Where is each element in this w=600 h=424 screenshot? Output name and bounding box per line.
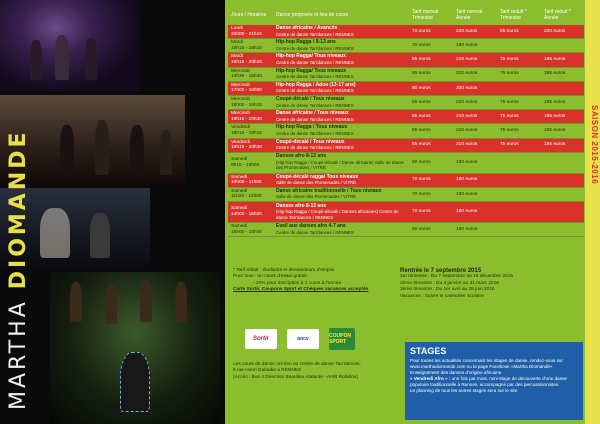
- cell-t3: [497, 110, 541, 123]
- cell-day: [228, 53, 273, 66]
- cell-day: [228, 39, 273, 52]
- pricing-notes: [233, 268, 373, 294]
- cell-t4: [541, 139, 584, 152]
- cell-t3: [497, 82, 541, 95]
- cell-t3: [497, 124, 541, 137]
- cell-dance-text: Danses afro 8-12 ans: [276, 202, 327, 209]
- cell-t1: [409, 139, 453, 152]
- cell-dance-text: Centre de danse Tan'dances / RENNES: [276, 130, 354, 136]
- cell-t3-text: 75 euros: [500, 57, 519, 63]
- trimester-3: 3ème trimestre : Du 1er avril au 25 juin 2016: [400, 287, 495, 293]
- cell-day: [228, 124, 273, 137]
- cell-day-text: 18h15 - 19h15: [231, 130, 262, 136]
- cell-t4: [541, 82, 584, 95]
- cell-t2: [453, 139, 497, 152]
- cell-dance-text: Hip-hop Ragga / Ados (13-17 ans): [276, 81, 356, 88]
- cell-dance-text: Centre de danse Tan'dances / RENNES: [276, 116, 354, 122]
- cell-t4: [541, 96, 584, 109]
- cell-day-text: Vendredi: [231, 139, 250, 145]
- header-t2: Tarif normal Année: [456, 9, 483, 21]
- cell-t1: [409, 153, 453, 173]
- cell-day: [228, 223, 273, 236]
- cell-day: [228, 139, 273, 152]
- cell-t1: [409, 25, 453, 38]
- cell-dance: [273, 223, 409, 236]
- cell-dance: [273, 53, 409, 66]
- cell-day-text: 14h30 - 15h30: [231, 74, 262, 80]
- table-row: [228, 188, 584, 202]
- header-t1: Tarif normal Trimestre: [412, 9, 439, 21]
- cell-t2: [453, 96, 497, 109]
- cell-dance-text: Centre de danse Tan'dances / RENNES: [276, 45, 354, 51]
- table-body: [228, 25, 584, 237]
- cell-dance: [273, 110, 409, 123]
- cell-day: [228, 68, 273, 81]
- header-day: Jours / Horaires: [231, 12, 267, 18]
- table-row: [228, 82, 584, 96]
- cell-t1-text: 85 euros: [412, 71, 431, 77]
- cell-day-text: Mercredi: [231, 68, 250, 74]
- cell-t3-text: 75 euros: [500, 71, 519, 77]
- cell-t2: [453, 188, 497, 201]
- cell-day-text: 18h15 - 19h15: [231, 45, 262, 51]
- cell-t4: [541, 110, 584, 123]
- table-row: [228, 223, 584, 237]
- cell-t2-text: 180 euros: [456, 191, 478, 197]
- table-row: [228, 124, 584, 138]
- cell-day-text: Mardi: [231, 40, 243, 46]
- cell-t2-text: 210 euros: [456, 71, 478, 77]
- partner-logos: [245, 328, 355, 350]
- cell-t3-text: 75 euros: [500, 99, 519, 105]
- schedule-table: [228, 5, 584, 237]
- cell-t2: [453, 153, 497, 173]
- stages-title: STAGES: [410, 346, 447, 356]
- cell-t1: [409, 39, 453, 52]
- cell-t2-text: 210 euros: [456, 99, 478, 105]
- school-calendar: [400, 268, 580, 300]
- table-header: [228, 5, 584, 25]
- cell-dance: [273, 68, 409, 81]
- cell-t2-text: 210 euros: [456, 128, 478, 134]
- cell-t3-text: 75 euros: [500, 142, 519, 148]
- cell-t4: [541, 153, 584, 173]
- season-label: SAISON 2015-2016: [590, 105, 599, 185]
- cell-t3: [497, 139, 541, 152]
- season-strip: [585, 0, 600, 424]
- cell-t2: [453, 174, 497, 187]
- cell-t2: [453, 124, 497, 137]
- cell-dance-text: Centre de danse Tan'dances / RENNES: [276, 59, 354, 65]
- table-row: [228, 139, 584, 153]
- cell-t1-text: 85 euros: [412, 99, 431, 105]
- cell-day: [228, 110, 273, 123]
- cell-t4-text: 195 euros: [544, 57, 566, 63]
- cell-t1: [409, 68, 453, 81]
- cell-day-text: 19h15 - 20h15: [231, 59, 262, 65]
- cell-t1-text: 85 euros: [412, 128, 431, 134]
- cell-t1: [409, 202, 453, 222]
- cell-t3-text: 65 euros: [500, 28, 519, 34]
- cell-dance-text: Centre de danse Tan'dances / RENNES: [276, 74, 354, 80]
- cell-t4: [541, 25, 584, 38]
- cell-dance-text: Centre de danse Tan'dances / RENNES: [276, 31, 354, 37]
- cell-t4: [541, 53, 584, 66]
- address-line-1: Les cours de danse ont lieu au centre de danse Tan'dances,: [233, 362, 361, 367]
- cell-dance-text: Salle de danse des Promenades / VITRÉ: [276, 194, 357, 200]
- header-t4: Tarif réduit * Année: [544, 9, 571, 21]
- cell-t3-text: 75 euros: [500, 128, 519, 134]
- cell-t4: [541, 124, 584, 137]
- note-trial: Pour tous : un cours d'essai gratuit: [233, 274, 307, 280]
- cell-day-text: 14h00 - 15h00: [231, 212, 262, 218]
- cell-day-text: Mercredi: [231, 82, 250, 88]
- cell-t1-text: 70 euros: [412, 42, 431, 48]
- cell-t2-text: 160 euros: [456, 226, 478, 232]
- cell-t1: [409, 96, 453, 109]
- cell-dance: [273, 153, 409, 173]
- trimester-2: 2ème trimestre : Du 4 janvier au 31 mars 2016: [400, 280, 499, 286]
- cell-t3: [497, 96, 541, 109]
- cell-t3: [497, 153, 541, 173]
- table-row: [228, 110, 584, 124]
- cell-day-text: 19h15 - 20h30: [231, 145, 262, 151]
- rentree-title: Rentrée le 7 septembre 2015: [400, 268, 482, 274]
- stages-text-1: Pour toutes les actualités concernant les stages de danse, rendez-vous sur www.marthadiomande.com ou la page Facebook «Martha Diomandé» Enseignement des danses d'origine africaine.: [410, 358, 563, 375]
- cell-day: [228, 82, 273, 95]
- table-row: [228, 53, 584, 67]
- cell-t3: [497, 53, 541, 66]
- cell-t1-text: 70 euros: [412, 28, 431, 34]
- cell-day-text: 18h00 - 19h15: [231, 102, 262, 108]
- cell-day-text: Samedi: [231, 224, 248, 230]
- cell-day: [228, 174, 273, 187]
- cell-t2-text: 180 euros: [456, 209, 478, 215]
- address-line-3: (Accès : Bus 4 Direction Beaulieu Atalante - Arrêt Robidou): [233, 374, 359, 380]
- cell-dance-text: Danse africaine / Avancés: [276, 25, 338, 31]
- photo-panel: [0, 0, 225, 424]
- cell-dance-text: Salle de danse des Promenades / VITRÉ: [276, 180, 357, 186]
- cell-t1-text: 70 euros: [412, 191, 431, 197]
- cell-t3-text: 75 euros: [500, 113, 519, 119]
- cell-dance-text: Coupé-décalé / Tous niveaux: [276, 95, 345, 102]
- table-row: [228, 174, 584, 188]
- cell-t1-text: 60 euros: [412, 159, 431, 165]
- cell-day-text: Samedi: [231, 188, 248, 194]
- coupon-sport-logo: COUPON SPORT: [329, 328, 355, 350]
- table-row: [228, 96, 584, 110]
- table-row: [228, 25, 584, 39]
- cell-t4-text: 195 euros: [544, 128, 566, 134]
- cell-day-text: Mercredi: [231, 96, 250, 102]
- cell-dance-text: Centre de danse Tan'dances / RENNES: [276, 145, 354, 151]
- cell-t3: [497, 202, 541, 222]
- cell-t3: [497, 174, 541, 187]
- schedule-panel: [225, 0, 585, 424]
- table-row: [228, 153, 584, 174]
- cell-dance: [273, 174, 409, 187]
- cell-t2-text: 200 euros: [456, 85, 478, 91]
- cell-day-text: Vendredi: [231, 125, 250, 131]
- cell-t1-text: 85 euros: [412, 142, 431, 148]
- address-line-2: 6 rue Henri Dabadie à RENNES: [233, 368, 302, 374]
- cell-t2: [453, 82, 497, 95]
- cell-dance: [273, 139, 409, 152]
- table-row: [228, 68, 584, 82]
- cell-dance-text: Centre de danse Tan'dances / RENNES: [276, 88, 354, 94]
- cell-day-text: 17h00 - 18h00: [231, 88, 262, 94]
- cell-dance-text: Hip-hop Ragga/ Tous niveaux: [276, 67, 346, 74]
- cell-t4: [541, 188, 584, 201]
- cell-t4-text: 200 euros: [544, 28, 566, 34]
- cell-t2-text: 210 euros: [456, 142, 478, 148]
- brand-name-first: MARTHA: [6, 289, 31, 410]
- stages-box: [405, 342, 583, 420]
- header-t3: Tarif réduit * Trimestre: [500, 9, 527, 21]
- cell-day-text: Mardi: [231, 54, 243, 60]
- cell-t4: [541, 174, 584, 187]
- cell-t4-text: 195 euros: [544, 113, 566, 119]
- cell-t2: [453, 68, 497, 81]
- cell-dance-text: Centre de danse Tan'dances / RENNES: [276, 229, 354, 235]
- cell-t1: [409, 110, 453, 123]
- cell-t1: [409, 124, 453, 137]
- cell-t2: [453, 25, 497, 38]
- address-block: [233, 362, 373, 381]
- cell-day-text: 19h15 - 20h30: [231, 116, 262, 122]
- cell-day-text: Samedi: [231, 174, 248, 180]
- cell-day-text: Lundi: [231, 26, 243, 31]
- cell-t2: [453, 39, 497, 52]
- cell-dance-text: Hip-hop Ragga/ Tous niveaux: [276, 53, 346, 60]
- ancv-logo: ancv: [287, 329, 319, 349]
- cell-day-text: 9h15 - 10h00: [231, 162, 260, 168]
- cell-day-text: Samedi: [231, 206, 248, 212]
- cell-dance: [273, 188, 409, 201]
- vendredi-afro-label: « Vendredi Afro » :: [410, 376, 451, 381]
- cell-dance-text: Coupé-décalé / Tous niveaux: [276, 138, 345, 145]
- brand-vertical-title: [6, 129, 31, 410]
- cell-t1-text: 70 euros: [412, 209, 431, 215]
- cell-day-text: Mercredi: [231, 111, 250, 117]
- cell-t2: [453, 110, 497, 123]
- cell-dance: [273, 202, 409, 222]
- cell-day-text: 15h00 - 15h45: [231, 229, 262, 235]
- cell-day-text: 20h00 - 21h15: [231, 31, 262, 37]
- vendredi-afro-text: une fois par mois, mini-stage de découverte d'une danse populaire traditionnelle à Rennes, accompagné par des percussionnistes.: [410, 376, 567, 387]
- cell-t2-text: 180 euros: [456, 42, 478, 48]
- cell-t2-text: 220 euros: [456, 28, 478, 34]
- photo-dancers-stage-1: [0, 0, 140, 92]
- table-row: [228, 39, 584, 53]
- cell-t4: [541, 39, 584, 52]
- trimester-1: 1er trimestre : Du 7 septembre au 19 décembre 2015: [400, 274, 514, 280]
- cell-day: [228, 96, 273, 109]
- brand-name-last: DIOMANDE: [6, 129, 31, 290]
- cell-dance-text: Danse africaine traditionnelle / Tous niveaux: [276, 187, 382, 194]
- cell-t2-text: 160 euros: [456, 159, 478, 165]
- stages-text-2: [410, 376, 578, 388]
- cell-day: [228, 202, 273, 222]
- cell-t2-text: 180 euros: [456, 177, 478, 183]
- cell-day: [228, 153, 273, 173]
- cell-dance-text: Hip-hop Ragga / 8-13 ans: [276, 39, 336, 46]
- cell-t4-text: 195 euros: [544, 142, 566, 148]
- cell-dance: [273, 39, 409, 52]
- cell-t1-text: 85 euros: [412, 57, 431, 63]
- cell-day: [228, 25, 273, 38]
- cell-day: [228, 188, 273, 201]
- cell-day-text: 10h00 - 11h00: [231, 180, 262, 186]
- cell-t3: [497, 188, 541, 201]
- cell-t4-text: 195 euros: [544, 71, 566, 77]
- note-payment: Carte Sortir, Coupons Sport et Chèques vacances acceptés: [233, 287, 369, 293]
- cell-t2-text: 210 euros: [456, 57, 478, 63]
- cell-t1-text: 60 euros: [412, 226, 431, 232]
- cell-t4: [541, 223, 584, 236]
- cell-t1: [409, 174, 453, 187]
- photo-dancers-outdoor: [50, 272, 220, 424]
- cell-t4: [541, 68, 584, 81]
- cell-t2: [453, 202, 497, 222]
- cell-t4: [541, 202, 584, 222]
- cell-t1-text: 70 euros: [412, 177, 431, 183]
- cell-t3: [497, 68, 541, 81]
- cell-dance-text: Danse africaine / Tous niveaux: [276, 110, 349, 117]
- cell-t4-text: 195 euros: [544, 99, 566, 105]
- note-discount: - 20% pour inscription à 2 cours à l'année: [253, 280, 342, 286]
- cell-day-text: 11h00 - 12h00: [231, 194, 262, 200]
- cell-dance-text: Coupé-décalé ragga/ Tous niveaux: [276, 173, 359, 180]
- cell-t1-text: 80 euros: [412, 85, 431, 91]
- cell-dance: [273, 25, 409, 38]
- note-reduced-rate: * Tarif réduit : étudiants et demandeurs d'emploi: [233, 268, 335, 273]
- stages-text-3: Le planning de tous les autres stages sera sur le site.: [410, 388, 519, 393]
- cell-t1: [409, 53, 453, 66]
- cell-dance-text: (Hip-hop Ragga / Coupé-décalé / Danses africaines) Centre de danse Tan'dances / RENNES: [276, 209, 399, 220]
- holidays: Vacances : Suivre le calendrier scolaire: [400, 293, 484, 299]
- cell-t2: [453, 223, 497, 236]
- cell-dance: [273, 124, 409, 137]
- cell-dance-text: Hip-hop Ragga / Tous niveaux: [276, 124, 348, 131]
- cell-t1: [409, 223, 453, 236]
- cell-day-text: Samedi: [231, 157, 248, 163]
- cell-t3: [497, 223, 541, 236]
- cell-dance-text: Danses afro 8-12 ans: [276, 153, 327, 160]
- cell-t2: [453, 53, 497, 66]
- header-dance: Danse proposée et lieu de cours: [276, 12, 348, 18]
- cell-t3: [497, 39, 541, 52]
- cell-t1: [409, 82, 453, 95]
- cell-dance-text: Centre de danse Tan'dances / RENNES: [276, 102, 354, 108]
- cell-dance-text: Eveil aux danses afro 4-7 ans: [276, 223, 346, 230]
- cell-t1-text: 85 euros: [412, 113, 431, 119]
- cell-dance-text: (Hip-hop Ragga / Coupé-décalé / Danse africaine) Salle de danse des Promenades / VITRÉ: [276, 159, 404, 171]
- sortir-logo: Sortir: [245, 329, 277, 349]
- cell-dance: [273, 82, 409, 95]
- cell-dance: [273, 96, 409, 109]
- cell-t3: [497, 25, 541, 38]
- cell-t1: [409, 188, 453, 201]
- table-row: [228, 202, 584, 223]
- cell-t2-text: 210 euros: [456, 113, 478, 119]
